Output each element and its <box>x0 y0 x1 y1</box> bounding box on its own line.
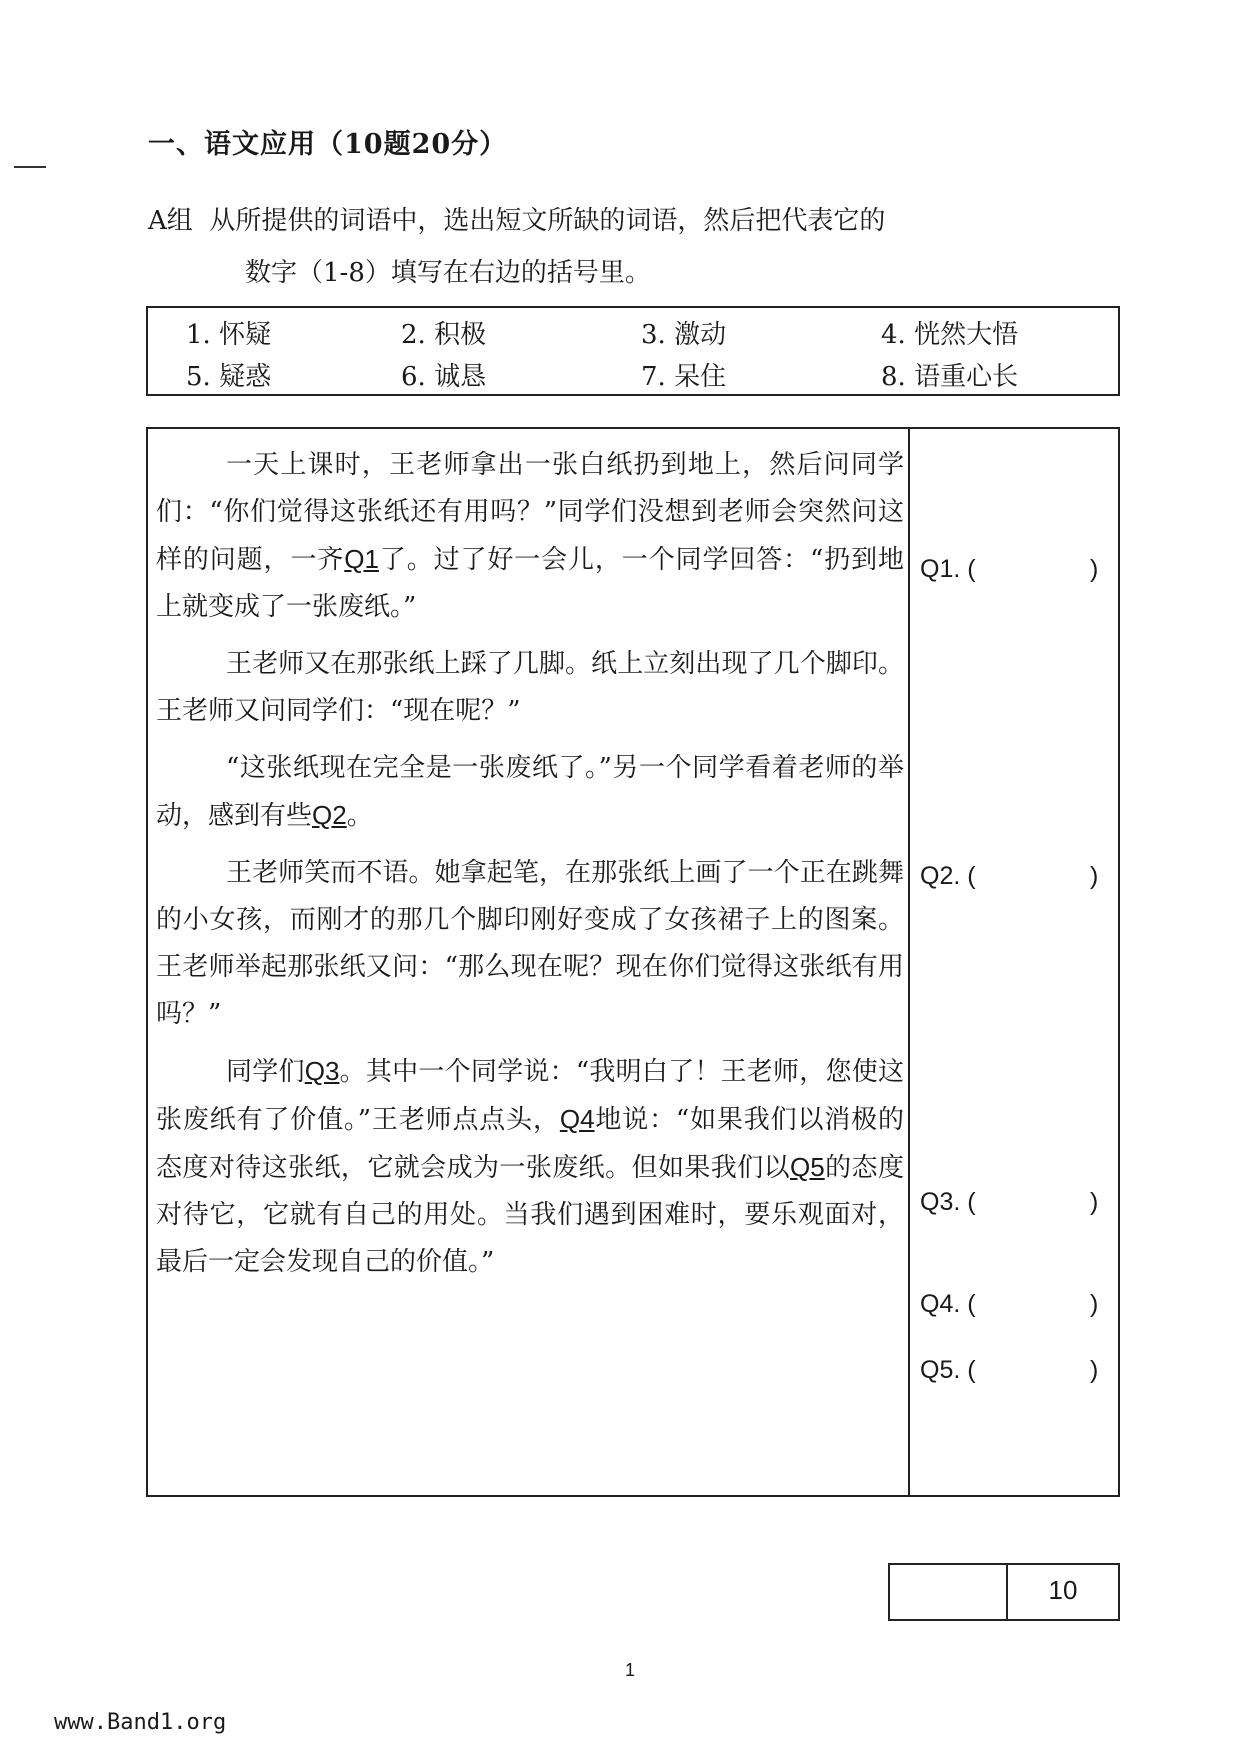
passage <box>156 442 904 1296</box>
section-title: 一、语文应用（10题20分） <box>148 129 508 160</box>
site-watermark: www.Band1.org <box>54 1710 227 1735</box>
blank-q3: Q3 <box>304 1056 340 1086</box>
paragraph-2: 王老师又在那张纸上踩了几脚。纸上立刻出现了几个脚印。王老师又问同学们：“现在呢？” <box>156 649 904 726</box>
word-item: 6. 诚恳 <box>401 362 487 392</box>
word-item: 1. 怀疑 <box>186 320 272 350</box>
blank-q1: Q1 <box>344 544 379 574</box>
blank-q4: Q4 <box>559 1104 595 1134</box>
blank-q2: Q2 <box>312 800 347 830</box>
paragraph-5: 同学们Q3。其中一个同学说：“我明白了！王老师，您使这张废纸有了价值。”王老师点点头，Q4地说：“如果我们以消极的态度对待这张纸，它就会成为一张废纸。但如果我们以Q5的态度对待它，它就有自己的用处。当我们遇到困难时，要乐观面对，最后一定会发现自己的价值。” <box>156 1056 905 1277</box>
blank-q5: Q5 <box>790 1152 825 1182</box>
instruction-line1: 从所提供的词语中，选出短文所缺的词语，然后把代表它的 <box>209 206 886 236</box>
word-item: 7. 呆住 <box>641 362 727 392</box>
answer-column-divider <box>908 427 910 1497</box>
word-item: 2. 积极 <box>401 320 487 350</box>
word-item: 8. 语重心长 <box>881 362 1019 392</box>
paragraph-3: “这张纸现在完全是一张废纸了。”另一个同学看着老师的举动，感到有些Q2。 <box>156 753 904 831</box>
instruction-line2: 数字（1-8）填写在右边的括号里。 <box>245 258 651 288</box>
score-total: 10 <box>1048 1575 1078 1605</box>
group-label: A组 <box>148 206 193 236</box>
word-item: 4. 恍然大悟 <box>881 320 1019 350</box>
margin-dash <box>14 166 46 168</box>
instruction <box>148 195 1098 299</box>
paragraph-4: 王老师笑而不语。她拿起笔，在那张纸上画了一个正在跳舞的小女孩，而刚才的那几个脚印刚好变成了女孩裙子上的图案。王老师举起那张纸又问：“那么现在呢？现在你们觉得这张纸有用吗？” <box>156 858 904 1029</box>
word-item: 3. 激动 <box>641 320 727 350</box>
paragraph-1: 一天上课时，王老师拿出一张白纸扔到地上，然后问同学们：“你们觉得这张纸还有用吗？”同学们没想到老师会突然问这样的问题，一齐Q1了。过了好一会儿，一个同学回答：“扔到地上就变成了一张废纸。” <box>156 450 904 622</box>
word-bank <box>146 306 1120 396</box>
word-item: 5. 疑惑 <box>186 362 272 392</box>
page-number: 1 <box>624 1660 635 1680</box>
